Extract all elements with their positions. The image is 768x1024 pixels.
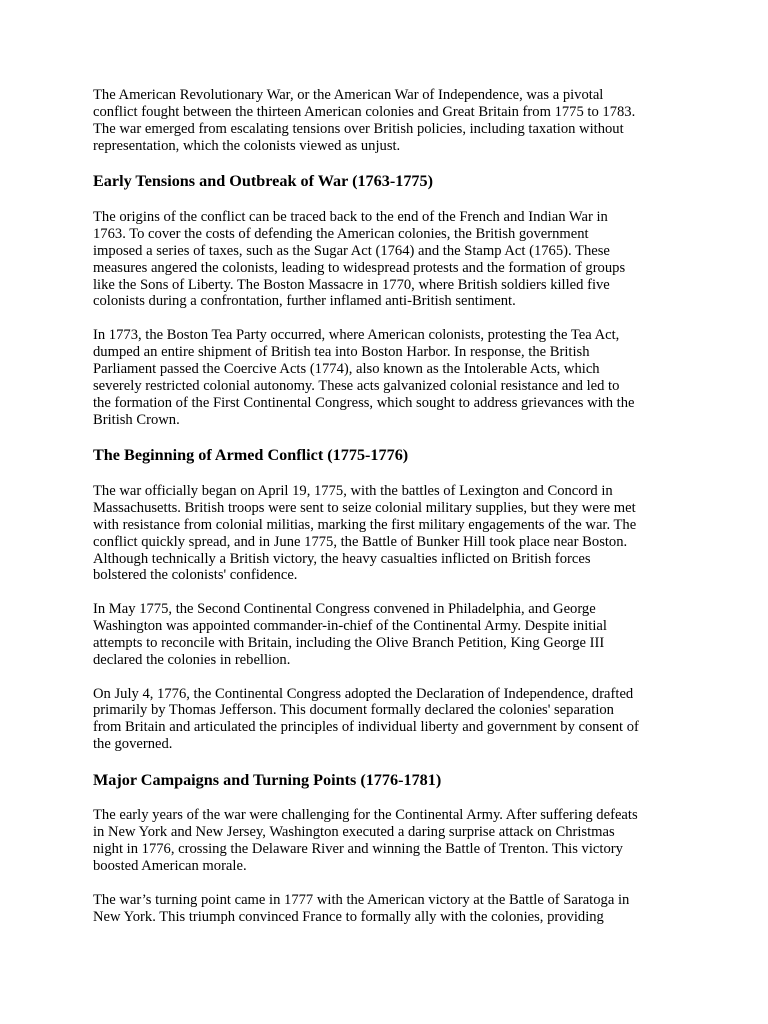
paragraph-declaration: On July 4, 1776, the Continental Congress adopted the Declaration of Independence, drafted primarily by Thomas Jefferson. This document formally declared the colonies' separation from Britain and articulated the principles of individual liberty and government by consent of the governed.: [93, 685, 639, 753]
heading-early-tensions: Early Tensions and Outbreak of War (1763-1775): [93, 172, 433, 191]
document-page: [93, 87, 676, 943]
paragraph-origins: The origins of the conflict can be traced back to the end of the French and Indian War in 1763. To cover the costs of defending the American colonies, the British government imposed a series of taxes, such as the Sugar Act (1764) and the Stamp Act (1765). These measures angered the colonists, leading to widespread protests and the formation of groups like the Sons of Liberty. The Boston Massacre in 1770, where British soldiers killed five colonists during a confrontation, further inflamed anti-British sentiment.: [93, 208, 626, 310]
paragraph-second-congress: In May 1775, the Second Continental Congress convened in Philadelphia, and George Washington was appointed commander-in-chief of the Continental Army. Despite initial attempts to reconcile with Britain, including the Olive Branch Petition, King George III declared the colonies in rebellion.: [93, 601, 607, 668]
paragraph-lexington-concord: The war officially began on April 19, 1775, with the battles of Lexington and Concord in Massachusetts. British troops were sent to seize colonial military supplies, but they were met with resistance from colonial militias, marking the first military engagements of the war. The conflict quickly spread, and in June 1775, the Battle of Bunker Hill took place near Boston. Although technically a British victory, the heavy casualties inflicted on British forces bolstered the colonists' confidence.: [93, 482, 637, 584]
heading-major-campaigns: Major Campaigns and Turning Points (1776-1781): [93, 770, 442, 789]
paragraph-intro: The American Revolutionary War, or the American War of Independence, was a pivotal conflict fought between the thirteen American colonies and Great Britain from 1775 to 1783. The war emerged from escalating tensions over British policies, including taxation without representation, which the colonists viewed as unjust.: [93, 87, 636, 154]
paragraph-boston-tea-party: In 1773, the Boston Tea Party occurred, where American colonists, protesting the Tea Act, dumped an entire shipment of British tea into Boston Harbor. In response, the British Parliament passed the Coercive Acts (1774), also known as the Intolerable Acts, which severely restricted colonial autonomy. These acts galvanized colonial resistance and led to the formation of the First Continental Congress, which sought to address grievances with the British Crown.: [93, 327, 635, 428]
heading-armed-conflict: The Beginning of Armed Conflict (1775-1776): [93, 446, 409, 465]
paragraph-early-years: The early years of the war were challenging for the Continental Army. After suffering defeats in New York and New Jersey, Washington executed a daring surprise attack on Christmas night in 1776, crossing the Delaware River and winning the Battle of Trenton. This victory boosted American morale.: [93, 807, 638, 875]
paragraph-turning-point: The war’s turning point came in 1777 with the American victory at the Battle of Saratoga in New York. This triumph convinced France to formally ally with the colonies, providing: [93, 891, 630, 925]
